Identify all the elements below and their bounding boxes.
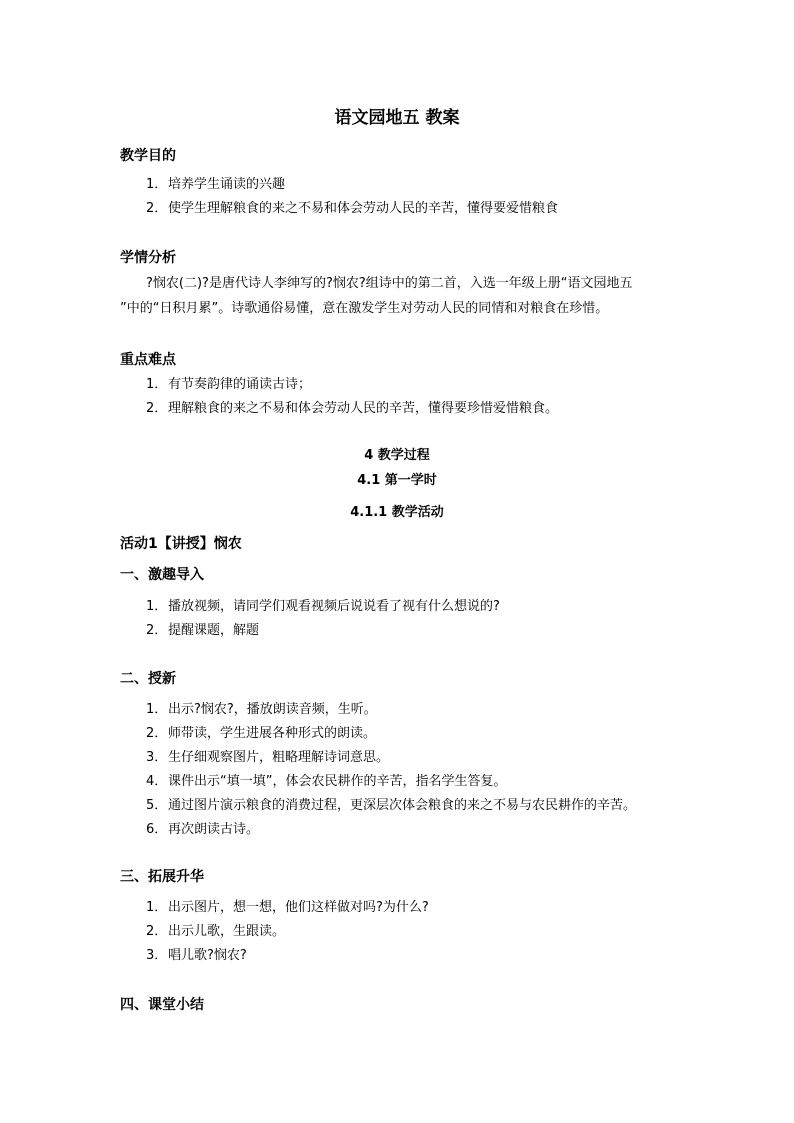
item-text: 唱儿歌?悯农? xyxy=(168,948,247,963)
item-number: 2． xyxy=(146,401,168,416)
item-text: 有节奏韵律的诵读古诗； xyxy=(168,377,312,392)
heading-part4: 四、课堂小结 xyxy=(120,997,204,1013)
item-number: 4． xyxy=(146,774,168,789)
list-item xyxy=(146,199,558,219)
item-text: 生仔细观察图片，粗略理解诗词意思。 xyxy=(168,750,390,765)
list-item xyxy=(146,175,285,195)
item-number: 1． xyxy=(146,900,168,915)
heading-part1: 一、激趣导入 xyxy=(120,567,204,583)
list-item xyxy=(146,700,377,720)
item-text: 出示儿歌，生跟读。 xyxy=(168,924,286,939)
item-text: 使学生理解粮食的来之不易和体会劳动人民的辛苦，懂得要爱惜粮食 xyxy=(168,201,559,216)
list-item xyxy=(146,796,636,816)
activity-heading: 活动1【讲授】悯农 xyxy=(120,536,242,552)
heading-objectives: 教学目的 xyxy=(120,148,176,164)
heading-analysis: 学情分析 xyxy=(120,250,176,266)
heading-part3: 三、拓展升华 xyxy=(120,869,204,885)
list-item xyxy=(146,724,376,744)
list-item xyxy=(146,748,389,768)
list-item xyxy=(146,946,247,966)
heading-part2: 二、授新 xyxy=(120,671,176,687)
item-text: 通过图片演示粮食的消费过程，更深层次体会粮食的来之不易与农民耕作的辛苦。 xyxy=(168,798,637,813)
item-number: 2． xyxy=(146,924,168,939)
item-text: 再次朗读古诗。 xyxy=(168,822,260,837)
item-number: 3． xyxy=(146,750,168,765)
list-item xyxy=(146,399,558,419)
list-item xyxy=(146,922,285,942)
item-number: 5． xyxy=(146,798,168,813)
list-item xyxy=(146,597,500,617)
item-number: 2． xyxy=(146,726,168,741)
list-item xyxy=(146,898,429,918)
heading-keypoints: 重点难点 xyxy=(120,352,176,368)
paragraph-line: ”中的“日积月累”。诗歌通俗易懂，意在激发学生对劳动人民的同情和对粮食在珍惜。 xyxy=(120,301,609,316)
list-item xyxy=(146,621,259,641)
item-text: 课件出示“填一填”，体会农民耕作的辛苦，指名学生答复。 xyxy=(168,774,507,789)
list-item xyxy=(146,772,506,792)
process-subsubheading: 4.1.1 教学活动 xyxy=(350,505,444,520)
item-text: 出示?悯农?，播放朗读音频，生听。 xyxy=(168,702,377,717)
list-item xyxy=(146,820,259,840)
item-number: 1． xyxy=(146,702,168,717)
item-number: 2． xyxy=(146,623,168,638)
document-title: 语文园地五 教案 xyxy=(334,108,460,128)
item-number: 1． xyxy=(146,377,168,392)
item-number: 1． xyxy=(146,177,168,192)
item-number: 3． xyxy=(146,948,168,963)
item-text: 师带读，学生进展各种形式的朗读。 xyxy=(168,726,377,741)
item-text: 提醒课题，解题 xyxy=(168,623,260,638)
item-number: 2． xyxy=(146,201,168,216)
item-number: 6． xyxy=(146,822,168,837)
process-subheading: 4.1 第一学时 xyxy=(357,473,437,488)
item-text: 理解粮食的来之不易和体会劳动人民的辛苦，懂得要珍惜爱惜粮食。 xyxy=(168,401,559,416)
item-text: 播放视频，请同学们观看视频后说说看了视有什么想说的? xyxy=(168,599,500,614)
process-heading: 4 教学过程 xyxy=(364,448,430,463)
item-text: 出示图片，想一想，他们这样做对吗?为什么? xyxy=(168,900,429,915)
analysis-paragraph xyxy=(120,271,680,321)
paragraph-line: ?悯农(二)?是唐代诗人李绅写的?悯农?组诗中的第二首，入选一年级上册“语文园地五 xyxy=(146,276,633,291)
item-number: 1． xyxy=(146,599,168,614)
list-item xyxy=(146,375,311,395)
item-text: 培养学生诵读的兴趣 xyxy=(168,177,286,192)
